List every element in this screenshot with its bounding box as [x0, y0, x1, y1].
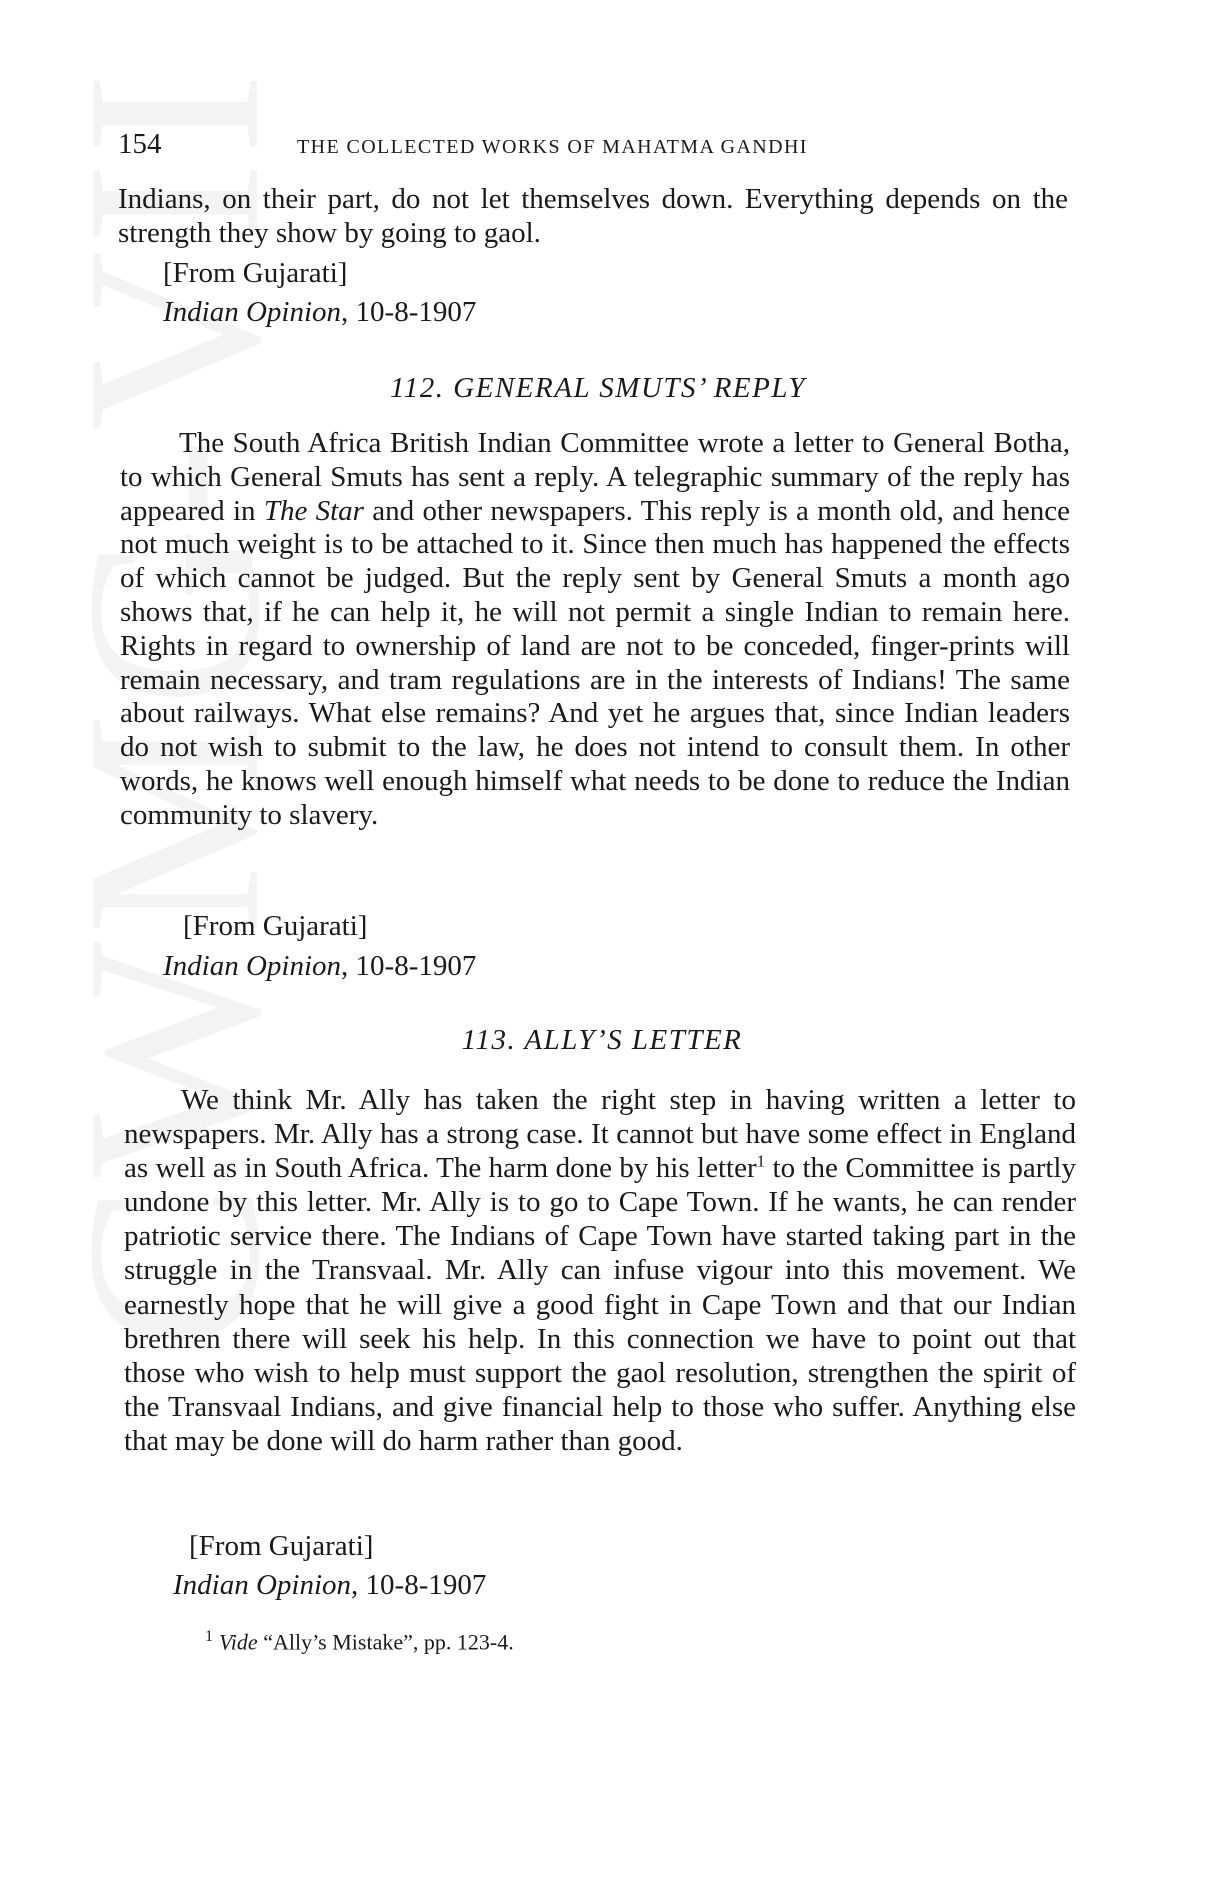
body-text: and other newspapers. This reply is a month old, and hence not much weight is to be attached to it. Since then much has happened the effects of which cannot be judged. But the reply sent by General Smuts a month ago shows that, if he can help it, he will not permit a single Indian to remain here. Rights in regard to ownership of land are not to be conceded, finger-prints will remain necessary, and tram regulations are in the interests of Indians! The same about railways. What else remains? And yet he argues that, since Indian leaders do not wish to submit to the law, he does not intend to consult them. In other words, he knows well enough himself what needs to be done to reduce the Indian community to slavery.	[120, 494, 1071, 831]
publication-date: , 10-8-1907	[341, 296, 477, 328]
publication-name: Indian Opinion	[163, 296, 342, 328]
footnote-reference[interactable]: 1	[756, 1151, 766, 1171]
continuation-text: Indians, on their part, do not let themselves down. Everything depends on the strength they show by going to gaol.	[118, 183, 1068, 249]
newspaper-name: The Star	[263, 494, 364, 527]
footnote-number: 1	[205, 1628, 213, 1645]
publication-date: , 10-8-1907	[351, 1569, 487, 1601]
running-head: THE COLLECTED WORKS OF MAHATMA GANDHI	[297, 136, 808, 158]
publication-citation	[163, 949, 476, 983]
publication-citation	[173, 1568, 486, 1602]
article-body	[124, 1083, 1076, 1458]
body-text: We think Mr. Ally has taken the right step in having written a letter to newspapers. Mr. Ally has a strong case. It cannot but have some effect in England as well as in South Africa. The harm done by his letter	[124, 1084, 1076, 1185]
body-text: to the Committee is partly undone by this letter. Mr. Ally is to go to Cape Town. If he wants, he can render patriotic service there. The Indians of Cape Town have started taking part in the struggle in the Transvaal. Mr. Ally can infuse vigour into this movement. We earnestly hope that he will give a good fight in Cape Town and that our Indian brethren there will seek his help. In this connection we have to point out that those who wish to help must support the gaol resolution, strengthen the spirit of the Transvaal Indians, and give financial help to those who suffer. Anything else that may be done will do harm rather than good.	[124, 1152, 1076, 1457]
footnote-text: “Ally’s Mistake”, pp. 123-4.	[257, 1629, 514, 1655]
article-body	[120, 427, 1070, 833]
page-number: 154	[118, 128, 162, 160]
source-prefix: [From Gujarati]	[183, 910, 368, 942]
source-note	[163, 256, 347, 290]
publication-name: Indian Opinion	[163, 950, 342, 982]
article-heading: 112. GENERAL SMUTS’ REPLY	[389, 372, 807, 404]
source-prefix: [From Gujarati]	[189, 1530, 374, 1562]
source-note	[183, 909, 367, 943]
footnote	[205, 1628, 514, 1655]
source-note	[189, 1529, 373, 1563]
page-header	[118, 128, 1078, 168]
article-heading: 113. ALLY’S LETTER	[461, 1024, 743, 1056]
footnote-vide: Vide	[219, 1629, 258, 1655]
body-text: The South Africa British Indian Committee wrote a letter to General Botha, to which General Smuts has sent a reply. A telegraphic summary of the reply has appeared in	[120, 427, 1070, 527]
publication-date: , 10-8-1907	[341, 950, 477, 982]
continuation-paragraph	[118, 183, 1068, 251]
source-prefix: [From Gujarati]	[163, 257, 348, 289]
publication-citation	[163, 295, 476, 329]
publication-name: Indian Opinion	[173, 1569, 352, 1601]
